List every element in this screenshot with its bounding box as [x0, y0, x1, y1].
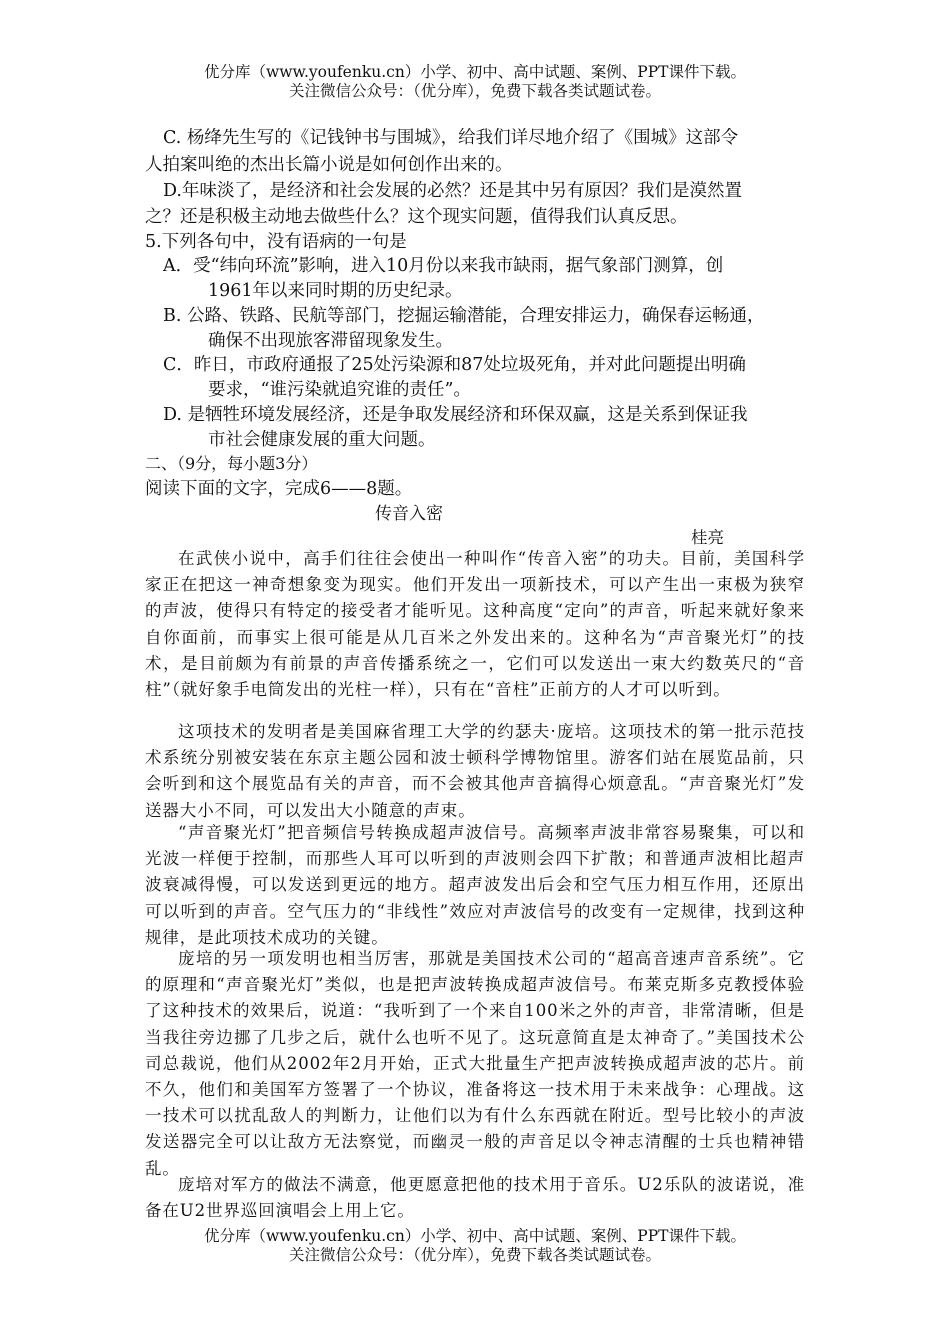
- article-paragraph-2: 这项技术的发明者是美国麻省理工大学的约瑟夫·庞培。这项技术的第一批示范技术系统分别被安装在东京主题公园和波士顿科学博物馆里。游客们站在展览品前，只会听到和这个展览品有关的声音，而不会被其他声音搞得心烦意乱。“声音聚光灯”发送器大小不同，可以发出大小随意的声束。: [145, 722, 805, 820]
- article-author: 桂亮: [691, 528, 724, 547]
- header-line-1: 优分库（www.youfenku.cn）小学、初中、高中试题、案例、PPT课件下载。: [203, 63, 747, 81]
- q4-option-d-line2: 之？还是积极主动地去做些什么？这个现实问题，值得我们认真反思。: [145, 207, 688, 227]
- q5-option-b-line1: B. 公路、铁路、民航等部门，挖掘运输潜能，合理安排运力，确保春运畅通，: [163, 306, 765, 326]
- q5-option-d-line1: D. 是牺牲环境发展经济，还是争取发展经济和环保双赢，这是关系到保证我: [163, 405, 748, 425]
- section-heading: 二、（9分，每小题3分）: [145, 454, 318, 473]
- footer-line-2: 关注微信公众号：（优分库），免费下载各类试题试卷。: [288, 1246, 661, 1264]
- section-instruction: 阅读下面的文字，完成6——8题。: [145, 479, 413, 499]
- q4-option-d-line1: D.年味淡了，是经济和社会发展的必然？还是其中另有原因？我们是漠然置: [163, 181, 742, 201]
- q5-option-a-line1: A．受“纬向环流”影响，进入10月份以来我市缺雨，据气象部门测算，创: [163, 256, 724, 276]
- article-paragraph-1: 在武侠小说中，高手们往往会使出一种叫作“传音入密”的功夫。目前，美国科学家正在把这一神奇想象变为现实。他们开发出一项新技术，可以产生出一束极为狭窄的声波，使得只有特定的接受者才能听见。这种高度“定向”的声音，听起来就好象来自你面前，而事实上很可能是从几百米之外发出来的。这种名为“声音聚光灯”的技术，是目前颇为有前景的声音传播系统之一，它们可以发送出一束大约数英尺的“音柱”（就好象手电筒发出的光柱一样），只有在“音柱”正前方的人才可以听到。: [145, 549, 805, 700]
- header-line-2: 关注微信公众号：（优分库），免费下载各类试题试卷。: [288, 82, 661, 100]
- footer-line-1: 优分库（www.youfenku.cn）小学、初中、高中试题、案例、PPT课件下载。: [203, 1227, 747, 1245]
- q4-option-c-line1: C. 杨绛先生写的《记钱钟书与围城》，给我们详尽地介绍了《围城》这部令: [163, 128, 739, 148]
- page-header: [0, 63, 950, 101]
- article-paragraph-5: 庞培对军方的做法不满意，他更愿意把他的技术用于音乐。U2乐队的波诺说，准备在U2世界巡回演唱会上用上它。: [145, 1175, 805, 1221]
- q5-option-a-line2: 1961年以来同时期的历史纪录。: [208, 281, 463, 301]
- q4-option-c-line2: 人拍案叫绝的杰出长篇小说是如何创作出来的。: [145, 155, 513, 175]
- article-paragraph-4: 庞培的另一项发明也相当厉害，那就是美国技术公司的“超高音速声音系统”。它的原理和“声音聚光灯”类似，也是把声波转换成超声波信号。布莱克斯多克教授体验了这种技术的效果后，说道：“我听到了一个来自100米之外的声音，非常清晰，但是当我往旁边挪了几步之后，就什么也听不见了。这玩意简直是太神奇了。”美国技术公司总裁说，他们从2002年2月开始，正式大批量生产把声波转换成超声波的芯片。前不久，他们和美国军方签署了一个协议，准备将这一技术用于未来战争：心理战。这一技术可以扰乱敌人的判断力，让他们以为有什么东西就在附近。型号比较小的声波发送器完全可以让敌方无法察觉，而幽灵一般的声音足以令神志清醒的士兵也精神错乱。: [145, 949, 805, 1178]
- q5-option-c-line1: C．昨日，市政府通报了25处污染源和87处垃圾死角，并对此问题提出明确: [163, 355, 746, 375]
- article-paragraph-3: “声音聚光灯”把音频信号转换成超声波信号。高频率声波非常容易聚集，可以和光波一样便于控制，而那些人耳可以听到的声波则会四下扩散；和普通声波相比超声波衰减得慢，可以发送到更远的地方。超声波发出后会和空气压力相互作用，还原出可以听到的声音。空气压力的“非线性”效应对声波信号的改变有一定规律，找到这种规律，是此项技术成功的关键。: [145, 823, 805, 947]
- q5-option-c-line2: 要求，“谁污染就追究谁的责任”。: [208, 380, 471, 400]
- article-title: 传音入密: [375, 504, 443, 524]
- q5-option-b-line2: 确保不出现旅客滞留现象发生。: [208, 331, 453, 351]
- q5-option-d-line2: 市社会健康发展的重大问题。: [208, 430, 436, 450]
- q5-stem: 5.下列各句中，没有语病的一句是: [145, 232, 407, 252]
- page-footer: [0, 1227, 950, 1265]
